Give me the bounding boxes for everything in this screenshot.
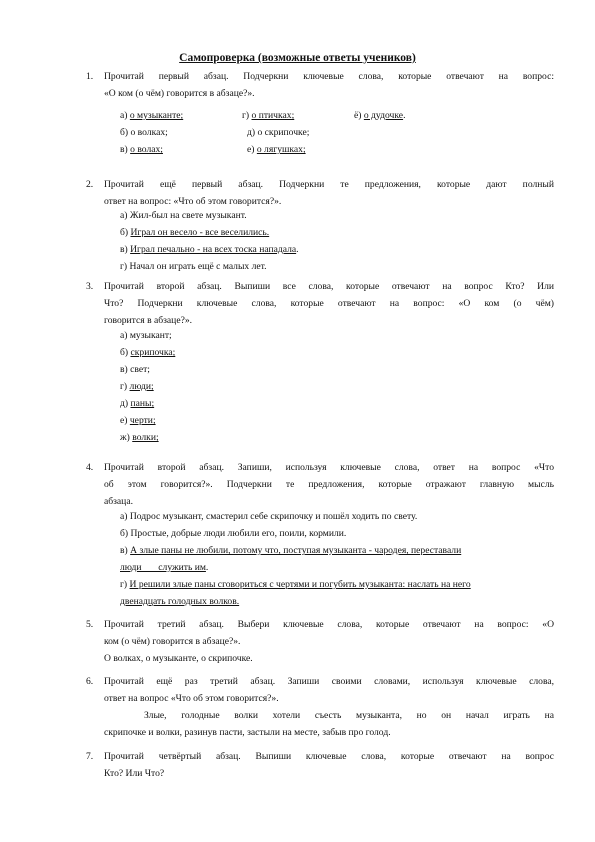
question-text-line: Прочитай ещё раз третий абзац. Запиши своими словами, используя ключевые слова, — [104, 676, 554, 687]
answer-b: б) скрипочка; — [120, 347, 176, 358]
question-text-line: Прочитай первый абзац. Подчеркни ключевые слова, которые отвечают на вопрос: — [104, 71, 554, 82]
question-text-line: абзаца. — [104, 496, 133, 507]
question-text-line: говорится в абзаце?». — [104, 315, 193, 326]
answer-g: г) И решили злые паны сговориться с чертями и погубить музыканта: наслать на него — [120, 579, 471, 590]
question-text-line: Прочитай ещё первый абзац. Подчеркни те предложения, которые дают полный — [104, 179, 554, 190]
answer-b: б) Играл он весело - все веселились. — [120, 227, 270, 238]
answer-text-line: Злые, голодные волки хотели съесть музыканта, но он начал играть на — [144, 710, 554, 721]
answer-g: г) Начал он играть ещё с малых лет. — [120, 261, 267, 272]
question-1 — [86, 68, 554, 102]
answer-option-b: б) о волках; — [120, 127, 168, 138]
answer-zh: ж) волки; — [120, 432, 159, 443]
question-2 — [86, 176, 554, 210]
question-6 — [86, 673, 554, 741]
question-text-line: Прочитай третий абзац. Выбери ключевые слова, которые отвечают на вопрос: «О — [104, 619, 554, 630]
question-7 — [86, 748, 554, 782]
answer-text: О волках, о музыканте, о скрипочке. — [104, 653, 253, 664]
answer-g: г) люди; — [120, 381, 154, 392]
question-number: 1. — [86, 71, 94, 82]
question-text-line: Кто? Или Что? — [104, 768, 165, 779]
question-text-line: «О ком (о чём) говорится в абзаце?». — [104, 88, 255, 99]
answer-v: в) свет; — [120, 364, 150, 375]
answer-option-v: в) о волах; — [120, 144, 163, 155]
question-4 — [86, 459, 554, 510]
answer-a: а) музыкант; — [120, 330, 172, 341]
answer-e: е) черти; — [120, 415, 156, 426]
question-text-line: ответ на вопрос: «Что об этом говорится?». — [104, 196, 282, 207]
answer-option-e: е) о лягушках; — [247, 144, 306, 155]
question-text-line: Прочитай второй абзац. Выпиши все слова, которые отвечают на вопрос Кто? Или — [104, 281, 554, 292]
question-5 — [86, 616, 554, 667]
answer-a: а) Подрос музыкант, смастерил себе скрипочку и пошёл ходить по свету. — [120, 511, 418, 522]
question-number: 7. — [86, 751, 94, 762]
question-number: 2. — [86, 179, 94, 190]
question-text-line: Что? Подчеркни ключевые слова, которые отвечают на вопрос: «О ком (о чём) — [104, 298, 554, 309]
answer-option-d: д) о скрипочке; — [247, 127, 310, 138]
question-text-line: ответ на вопрос «Что об этом говорится?». — [104, 693, 279, 704]
answer-v: в) Играл печально - на всех тоска нападала. — [120, 244, 299, 255]
answer-d: д) паны; — [120, 398, 155, 409]
question-text-line: ком (о чём) говорится в абзаце?». — [104, 636, 241, 647]
question-text-line: Прочитай четвёртый абзац. Выпиши ключевые слова, которые отвечают на вопрос — [104, 751, 554, 762]
answer-option-a: а) о музыканте; — [120, 110, 184, 121]
question-number: 4. — [86, 462, 94, 473]
question-text-line: об этом говорится?». Подчеркни те предложения, которые отражают главную мысль — [104, 479, 554, 490]
page-title: Самопроверка (возможные ответы учеников) — [179, 52, 416, 64]
answer-g-continued: двенадцать голодных волков. — [120, 596, 240, 607]
answer-option-g: г) о птичках; — [242, 110, 295, 121]
question-number: 3. — [86, 281, 94, 292]
answer-text-line: скрипочке и волки, разинув пасти, застыли на месте, забыв про голод. — [104, 727, 391, 738]
answer-v: в) А злые паны не любили, потому что, поступая музыканта - чародея, переставали — [120, 545, 462, 556]
answer-v-continued: люди служить им. — [120, 562, 209, 573]
answer-b: б) Простые, добрые люди любили его, поили, кормили. — [120, 528, 347, 539]
question-number: 6. — [86, 676, 94, 687]
question-3 — [86, 278, 554, 329]
answer-a: а) Жил-был на свете музыкант. — [120, 210, 247, 221]
question-text-line: Прочитай второй абзац. Запиши, используя ключевые слова, ответ на вопрос «Что — [104, 462, 554, 473]
answer-option-yo: ё) о дудочке. — [354, 110, 406, 121]
question-number: 5. — [86, 619, 94, 630]
